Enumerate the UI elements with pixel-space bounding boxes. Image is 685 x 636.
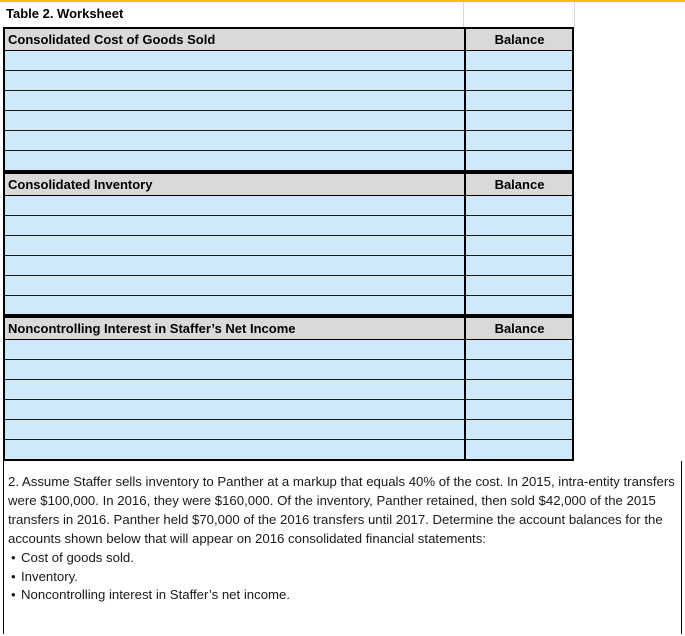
bullet-item: • Noncontrolling interest in Staffer’s net income. — [8, 586, 677, 605]
problem-bullets — [8, 549, 677, 606]
bullet-item: • Cost of goods sold. — [8, 549, 677, 568]
column-separator — [574, 2, 575, 28]
problem-text: 2. Assume Staffer sells inventory to Panther at a markup that equals 40% of the cost. In 2015, intra-entity transfers were $100,000. In 2016, they were $160,000. Of the inventory, Panther retained, then sold $42,000 of the 2015 transfers in 2016. Panther held $70,000 of the 2016 transfers until 2017. Determine the account balances for the accounts shown below that will appear on 2016 consolidated financial statements: — [8, 474, 675, 546]
cogs-input-row[interactable] — [5, 131, 572, 151]
nci-input-row[interactable] — [5, 420, 572, 440]
inventory-header-label: Consolidated Inventory — [8, 177, 153, 192]
balance-column-divider — [464, 29, 466, 170]
inventory-input-row[interactable] — [5, 276, 572, 296]
inventory-header — [5, 174, 572, 196]
cogs-header — [5, 29, 572, 51]
cogs-input-row[interactable] — [5, 71, 572, 91]
bullet-item: • Inventory. — [8, 568, 677, 587]
balance-column-divider — [464, 318, 466, 459]
inventory-balance-header: Balance — [494, 177, 545, 192]
cogs-header-label: Consolidated Cost of Goods Sold — [8, 32, 216, 47]
column-separator — [463, 2, 464, 28]
nci-header-label: Noncontrolling Interest in Staffer’s Net Income — [8, 321, 296, 336]
inventory-input-row[interactable] — [5, 256, 572, 276]
inventory-table — [3, 172, 574, 316]
nci-input-row[interactable] — [5, 340, 572, 360]
nci-table — [3, 316, 574, 461]
inventory-input-row[interactable] — [5, 296, 572, 314]
cogs-input-row[interactable] — [5, 151, 572, 170]
table-title: Table 2. Worksheet — [6, 6, 124, 21]
cogs-input-row[interactable] — [5, 51, 572, 71]
inventory-input-row[interactable] — [5, 196, 572, 216]
nci-balance-header: Balance — [494, 321, 545, 336]
nci-input-row[interactable] — [5, 380, 572, 400]
nci-input-row[interactable] — [5, 360, 572, 380]
nci-header — [5, 318, 572, 340]
nci-input-row[interactable] — [5, 400, 572, 420]
balance-column-divider — [464, 174, 466, 314]
cogs-balance-header: Balance — [494, 32, 545, 47]
cogs-table — [3, 27, 574, 172]
cogs-input-row[interactable] — [5, 91, 572, 111]
cogs-input-row[interactable] — [5, 111, 572, 131]
selection-accent-bar — [0, 0, 685, 2]
inventory-input-row[interactable] — [5, 236, 572, 256]
inventory-input-row[interactable] — [5, 216, 572, 236]
problem-statement — [3, 461, 682, 634]
nci-input-row[interactable] — [5, 440, 572, 459]
